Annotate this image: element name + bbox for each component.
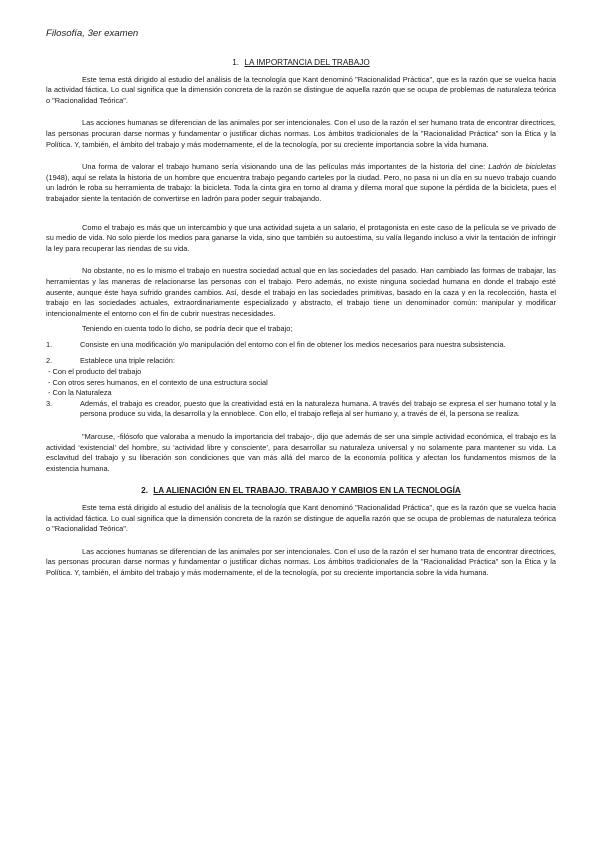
- document-body: [46, 58, 556, 591]
- sub-item-2: - Con otros seres humanos, en el contexto de una estructura social: [48, 377, 268, 387]
- section-2-heading: [46, 486, 556, 497]
- s1-paragraph-6: Teniendo en cuenta todo lo dicho, se podría decir que el trabajo;: [82, 324, 293, 334]
- s1-paragraph-2: Las acciones humanas se diferencian de las animales por ser intencionales. Con el uso de la razón el ser humano trata de encontrar directrices, las personas procuran darse normas y fundamentar o justificar dichas normas. Los ámbitos tradicionales de la "Racionalidad Práctica" son la Ética y la Política. Y, también, el ámbito del trabajo y más modernamente, el de la tecnología, por su creciente importancia sobre la vida humana.: [46, 118, 556, 149]
- section-1-heading: [46, 58, 556, 69]
- s2-paragraph-2: Las acciones humanas se diferencian de las animales por ser intencionales. Con el uso de la razón el ser humano trata de encontrar directrices, las personas procuran darse normas y fundamentar o justificar dichas normas. Los ámbitos tradicionales de la "Racionalidad Práctica" son la Ética y la Política. Y, también, el ámbito del trabajo y más modernamente, el de la tecnología, por su creciente importancia sobre la vida humana.: [46, 546, 556, 577]
- s1-paragraph-4: Como el trabajo es más que un intercambio y que una actividad sujeta a un salario, el protagonista en este caso de la película se ve privado de su medio de vida. No solo pierde los medios para ganarse la vida, sino que también su autoestima, su valía llegando incluso a vivir la tentación de infringir la ley para recuperar las riendas de su vida.: [46, 222, 556, 253]
- s1-paragraph-1: Este tema está dirigido al estudio del análisis de la tecnología que Kant denominó "Racionalidad Práctica", que es la razón que se vuelca hacia la actividad fáctica. Lo cual significa que la dimensión concreta de la razón se distingue de aquella razón que se ocupa de problemas de naturaleza teórica o "Racionalidad Teórica".: [46, 74, 556, 105]
- section-2-number: 2.: [141, 486, 149, 496]
- section-2-title: LA ALIENACIÓN EN EL TRABAJO. TRABAJO Y CAMBIOS EN LA TECNOLOGÍA: [153, 486, 461, 496]
- list-item-1-text: Consiste en una modificación y/o manipulación del entorno con el fin de obtener los medios necesarios para nuestra subsistencia.: [80, 339, 506, 349]
- list-item-1-number: 1.: [46, 339, 53, 349]
- list-item-3: [46, 399, 556, 420]
- list-item-3-number: 3.: [46, 398, 53, 408]
- s1-paragraph-7: "Marcuse, -filósofo que valoraba a menudo la importancia del trabajo-, dijo que además de ser una simple actividad económica, el trabajo es la actividad ‘existencial’ del hombre, su ‘actividad libre y consciente’, para desarrollar su naturaleza universal y no solamente para mantener su vida. La esclavitud del trabajo y su liberación son condiciones que van más allá del marco de la economía política y afectan los fundamentos mismos de la existencia humana.: [46, 432, 556, 473]
- s1-paragraph-3-a: Una forma de valorar el trabajo humano sería visionando una de las películas más importantes de la historia del cine:: [82, 162, 489, 172]
- section-1-title: LA IMPORTANCIA DEL TRABAJO: [244, 58, 370, 67]
- section-1-number: 1.: [232, 58, 240, 67]
- sub-item-3: - Con la Naturaleza: [48, 388, 112, 398]
- s1-paragraph-3-b: (1948), aquí se relata la historia de un hombre que encuentra trabajo pegando carteles por la ciudad. Pero, no pasa ni un día en su nuevo trabajo cuando un ladrón le roba su herramienta de trabajo: la bicicleta. Toda la cinta gira en torno al drama y dilema moral que supone la pérdida de la bicicleta, pues el trabajador siente la tentación de convertirse en ladrón para poder seguir trabajando.: [46, 172, 556, 203]
- list-item-1: [46, 340, 556, 351]
- s1-paragraph-5: No obstante, no es lo mismo el trabajo en nuestra sociedad actual que en las sociedades del pasado. Han cambiado las formas de trabajar, las herramientas y las maneras de relacionarse las personas con el trabajo. Pero además, no existe ninguna sociedad humana en donde el trabajo esté ausente, aunque éste haya sufrido grandes cambios. Así, desde el trabajo en las sociedades primitivas, basado en la caza y en la recolección, hasta el trabajo en las sociedades actuales, extraordinariamente especializado y abstracto, el trabajo tiene un denominador común: manipular y modificar intencionalmente el entorno con el fin de cubrir nuestras necesidades.: [46, 266, 556, 318]
- list-item-2: [46, 356, 556, 367]
- list-item-2-text: Establece una triple relación:: [80, 356, 175, 366]
- list-item-2-number: 2.: [46, 356, 53, 366]
- s1-paragraph-3: [46, 162, 556, 204]
- s2-paragraph-1: Este tema está dirigido al estudio del análisis de la tecnología que Kant denominó "Racionalidad Práctica", que es la razón que se vuelca hacia la actividad fáctica. Lo cual significa que la dimensión concreta de la razón se distingue de aquella razón que se ocupa de problemas de naturaleza teórica o "Racionalidad Teórica".: [46, 503, 556, 534]
- list-item-3-text: Además, el trabajo es creador, puesto que la creatividad está en la naturaleza humana. A través del trabajo se expresa el ser humano total y la persona produce su vida, la desarrolla y la ennoblece. Con ello, el trabajo refleja al ser humano y, a través de él, la persona se realiza.: [80, 398, 556, 419]
- sub-item-1: - Con el producto del trabajo: [48, 367, 142, 377]
- film-title: Ladrón de bicicletas: [488, 162, 556, 172]
- document-header: Filosofía, 3er examen: [46, 28, 139, 39]
